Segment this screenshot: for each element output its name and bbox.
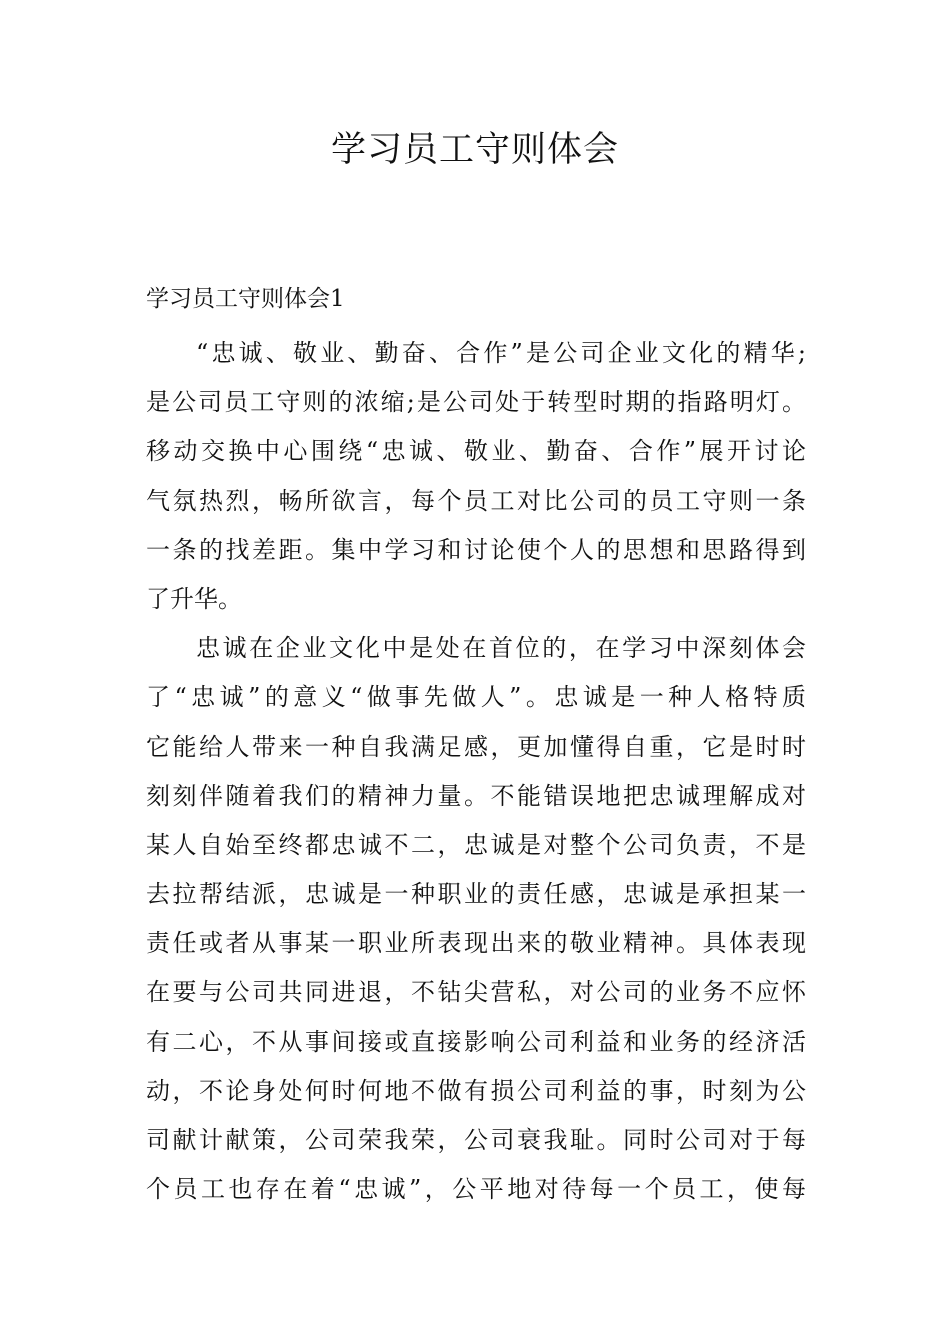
- text-line: 是公司员工守则的浓缩;是公司处于转型时期的指路明灯。: [146, 388, 806, 417]
- section-heading: 学习员工守则体会1: [146, 286, 345, 312]
- text-line: 有二心，不从事间接或直接影响公司利益和业务的经济活: [146, 1027, 806, 1056]
- text-line: 它能给人带来一种自我满足感，更加懂得自重，它是时时: [146, 732, 806, 761]
- text-line: 个员工也存在着“忠诚”，公平地对待每一个员工，使每: [146, 1175, 806, 1204]
- document-title: 学习员工守则体会: [330, 130, 619, 170]
- text-line: 某人自始至终都忠诚不二，忠诚是对整个公司负责，不是: [146, 830, 806, 859]
- text-line: “忠诚、敬业、勤奋、合作”是公司企业文化的精华;: [196, 339, 806, 367]
- text-line: 一条的找差距。集中学习和讨论使个人的思想和思路得到: [146, 535, 806, 564]
- text-line: 责任或者从事某一职业所表现出来的敬业精神。具体表现: [146, 929, 806, 958]
- text-line: 去拉帮结派，忠诚是一种职业的责任感，忠诚是承担某一: [146, 880, 806, 909]
- text-line: 刻刻伴随着我们的精神力量。不能错误地把忠诚理解成对: [146, 781, 806, 810]
- text-line: 了升华。: [146, 584, 242, 613]
- text-line: 气氛热烈，畅所欲言，每个员工对比公司的员工守则一条: [146, 486, 806, 515]
- text-line: 忠诚在企业文化中是处在首位的，在学习中深刻体会: [196, 634, 806, 663]
- text-line: 动，不论身处何时何地不做有损公司利益的事，时刻为公: [146, 1076, 806, 1105]
- text-line: 司献计献策，公司荣我荣，公司衰我耻。同时公司对于每: [146, 1126, 806, 1154]
- body-text: [146, 329, 806, 1214]
- text-line: 了“忠诚”的意义“做事先做人”。忠诚是一种人格特质: [146, 683, 806, 712]
- text-line: 在要与公司共同进退，不钻尖营私，对公司的业务不应怀: [146, 978, 806, 1007]
- text-line: 移动交换中心围绕“忠诚、敬业、勤奋、合作”展开讨论: [146, 437, 806, 466]
